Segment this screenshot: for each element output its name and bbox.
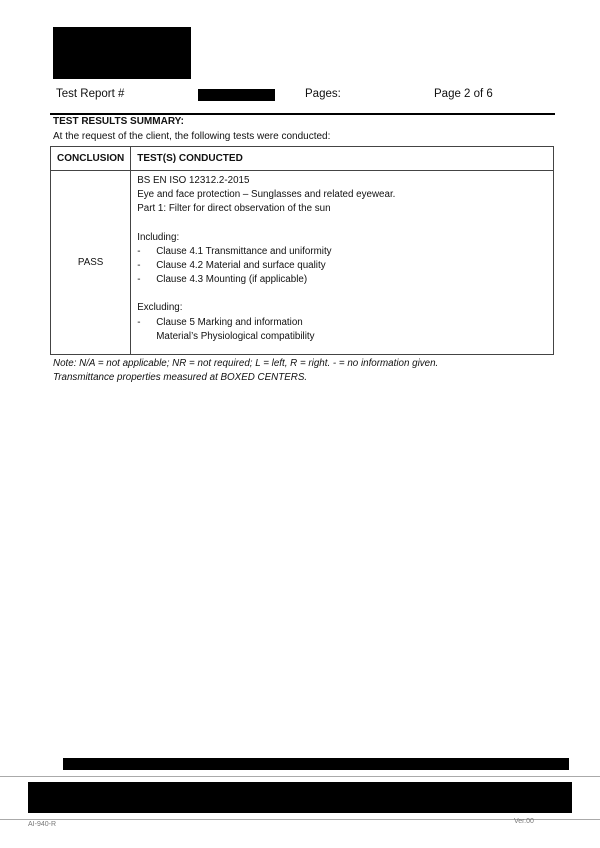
note-abbreviations: Note: N/A = not applicable; NR = not required; L = left, R = right. - = no information given.: [53, 358, 439, 369]
conclusion-cell: PASS: [51, 171, 131, 355]
redacted-footer-block: [28, 782, 572, 813]
standard-description: Eye and face protection – Sunglasses and related eyewear.: [137, 189, 396, 201]
page-number: Page 2 of 6: [434, 88, 493, 100]
bullet-dash: -: [137, 316, 141, 328]
form-code: AI-940-R: [28, 821, 57, 828]
redacted-report-number: [198, 89, 275, 101]
report-number-label: Test Report #: [56, 88, 125, 100]
excluding-label: Excluding:: [137, 302, 183, 314]
bullet-dash: -: [137, 245, 141, 257]
version: Ver.00: [514, 818, 534, 825]
table-row: [51, 171, 554, 355]
header-rule: [50, 113, 555, 115]
tests-cell: [131, 171, 554, 355]
list-item: [137, 316, 547, 330]
list-item: [137, 259, 547, 273]
redacted-logo: [53, 27, 191, 79]
standard-code: BS EN ISO 12312.2-2015: [137, 175, 250, 186]
summary-intro: At the request of the client, the following tests were conducted:: [53, 131, 331, 142]
bullet-dash: -: [137, 260, 141, 272]
results-table: [50, 146, 554, 355]
standard-part: Part 1: Filter for direct observation of the sun: [137, 203, 331, 215]
including-clause: Clause 4.3 Mounting (if applicable): [156, 274, 308, 286]
excluding-clause: Clause 5 Marking and information: [156, 316, 303, 328]
note-transmittance: Transmittance properties measured at BOXED CENTERS.: [53, 372, 308, 383]
footer-divider: [0, 776, 600, 777]
notes: [53, 357, 438, 385]
footer-divider: [0, 819, 600, 820]
pages-label: Pages:: [305, 88, 341, 100]
column-header-conclusion: CONCLUSION: [51, 147, 131, 171]
column-header-tests: TEST(S) CONDUCTED: [131, 147, 554, 171]
including-clause: Clause 4.1 Transmittance and uniformity: [156, 245, 332, 257]
redacted-footer-bar: [63, 758, 569, 770]
including-clause: Clause 4.2 Material and surface quality: [156, 260, 326, 272]
list-item: [137, 273, 547, 287]
bullet-dash: -: [137, 274, 141, 286]
summary-title: TEST RESULTS SUMMARY:: [53, 116, 184, 127]
including-label: Including:: [137, 231, 180, 243]
table-header-row: [51, 147, 554, 171]
excluding-extra: Material’s Physiological compatibility: [156, 330, 315, 342]
list-item: [137, 245, 547, 259]
